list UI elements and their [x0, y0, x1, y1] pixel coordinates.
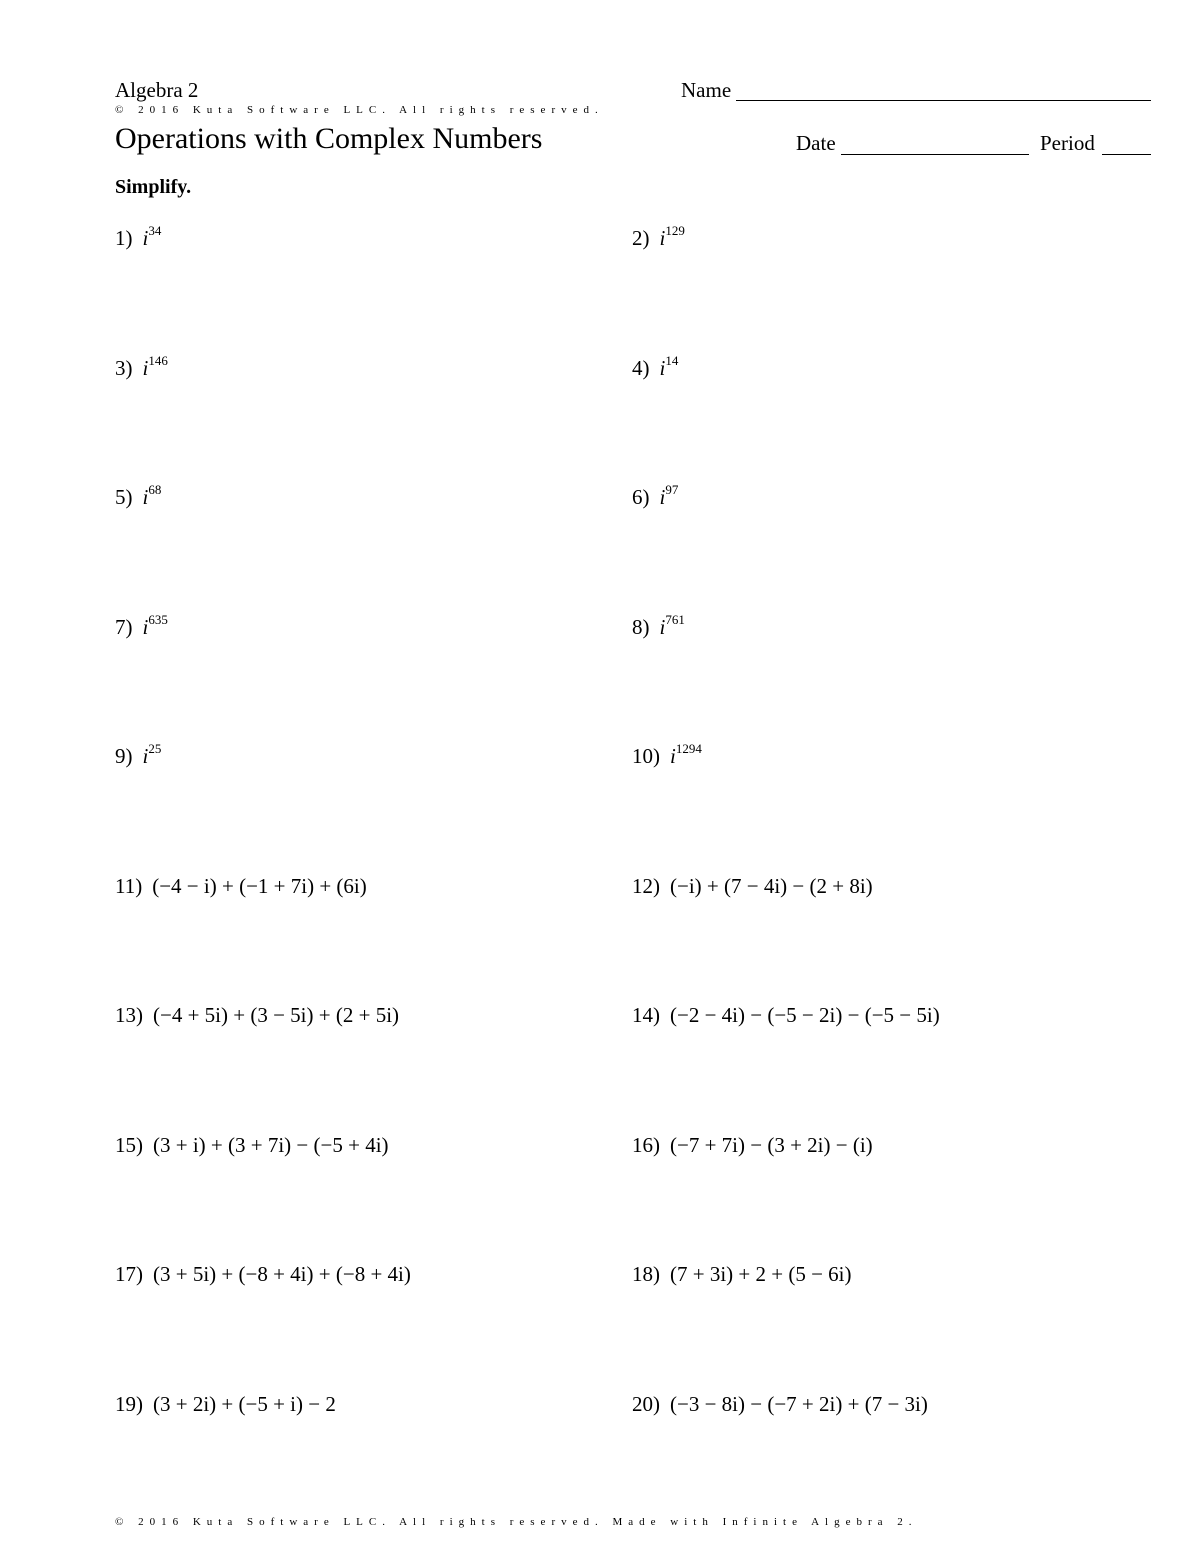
problem-19 [115, 1392, 336, 1417]
problem-expression: (−4 − i) + (−1 + 7i) + (6i) [152, 873, 367, 898]
problem-18 [632, 1262, 852, 1287]
copyright-notice: © 2016 Kuta Software LLC. All rights reserved. [115, 104, 604, 116]
problem-expression: (−3 − 8i) − (−7 + 2i) + (7 − 3i) [670, 1391, 928, 1416]
problem-number: 3) [115, 355, 133, 380]
problem-5 [115, 482, 162, 510]
course-name: Algebra 2 [115, 78, 199, 102]
problem-number: 1) [115, 226, 133, 250]
problem-12 [632, 874, 873, 899]
problem-exponent: 34 [148, 223, 162, 238]
problem-number: 16) [632, 1132, 660, 1157]
problem-number: 14) [632, 1003, 660, 1027]
problem-base: i [670, 744, 676, 768]
problem-number: 18) [632, 1262, 660, 1286]
problem-1 [115, 223, 162, 251]
problem-expression: (−2 − 4i) − (−5 − 2i) − (−5 − 5i) [670, 1003, 940, 1027]
name-label: Name [681, 78, 732, 102]
problem-number: 15) [115, 1132, 143, 1157]
date-line[interactable] [841, 154, 1029, 155]
problem-exponent: 635 [148, 611, 168, 627]
problem-expression: (3 + 5i) + (−8 + 4i) + (−8 + 4i) [153, 1262, 411, 1286]
problem-base: i [142, 226, 149, 250]
name-line[interactable] [736, 100, 1151, 101]
problem-number: 13) [115, 1003, 143, 1027]
problem-20 [632, 1392, 928, 1417]
problem-number: 19) [115, 1391, 143, 1416]
problem-exponent: 25 [148, 741, 162, 756]
problem-expression: (−i) + (7 − 4i) − (2 + 8i) [670, 873, 873, 898]
problem-17 [115, 1262, 411, 1287]
problem-9 [115, 741, 162, 769]
problem-number: 17) [115, 1262, 143, 1286]
problem-number: 12) [632, 873, 660, 898]
problem-exponent: 1294 [675, 741, 702, 756]
problem-base: i [659, 226, 666, 250]
problem-14 [632, 1003, 940, 1028]
problem-expression: (−7 + 7i) − (3 + 2i) − (i) [670, 1132, 873, 1157]
problem-number: 2) [632, 226, 650, 250]
problem-11 [115, 874, 367, 899]
problem-15 [115, 1133, 389, 1158]
problem-expression: (7 + 3i) + 2 + (5 − 6i) [670, 1262, 852, 1286]
problem-exponent: 761 [665, 611, 685, 627]
problem-exponent: 129 [665, 223, 685, 238]
problem-number: 8) [632, 614, 650, 639]
instructions: Simplify. [115, 176, 192, 198]
problem-number: 7) [115, 614, 133, 639]
problem-6 [632, 482, 679, 510]
problem-16 [632, 1133, 873, 1158]
problem-base: i [142, 355, 149, 380]
problem-number: 9) [115, 744, 133, 768]
problem-base: i [142, 744, 149, 768]
problem-number: 6) [632, 485, 650, 509]
problem-number: 11) [115, 873, 143, 898]
problem-number: 10) [632, 744, 660, 768]
problem-base: i [659, 355, 666, 380]
problem-base: i [659, 614, 666, 639]
problem-10 [632, 741, 702, 769]
problem-3 [115, 352, 168, 381]
worksheet-title: Operations with Complex Numbers [115, 122, 543, 155]
problem-7 [115, 611, 168, 640]
problem-exponent: 97 [665, 482, 679, 497]
problem-2 [632, 223, 685, 251]
problem-expression: (3 + i) + (3 + 7i) − (−5 + 4i) [153, 1132, 389, 1157]
footer-copyright: © 2016 Kuta Software LLC. All rights reserved. Made with Infinite Algebra 2. [115, 1516, 918, 1528]
problem-base: i [142, 614, 149, 639]
period-label: Period [1040, 131, 1095, 155]
problem-4 [632, 352, 679, 381]
problem-expression: (−4 + 5i) + (3 − 5i) + (2 + 5i) [153, 1003, 400, 1027]
problem-number: 20) [632, 1391, 660, 1416]
date-label: Date [796, 131, 836, 155]
problem-base: i [142, 485, 149, 509]
problem-base: i [659, 485, 666, 509]
problem-exponent: 14 [665, 352, 679, 368]
problem-number: 5) [115, 485, 133, 509]
problem-expression: (3 + 2i) + (−5 + i) − 2 [153, 1391, 336, 1416]
problem-exponent: 68 [148, 482, 162, 497]
period-line[interactable] [1102, 154, 1151, 155]
problem-8 [632, 611, 685, 640]
problem-exponent: 146 [148, 352, 168, 368]
problem-13 [115, 1003, 399, 1028]
problem-number: 4) [632, 355, 650, 380]
